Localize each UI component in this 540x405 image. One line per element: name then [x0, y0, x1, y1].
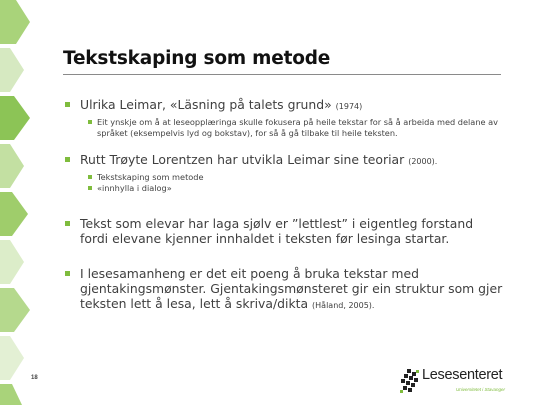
bullet-text: I lesesamanheng er det eit poeng å bruka tekstar med gjentakingsmønster. Gjentakingsmønsteret gir ein struktur som gjer teksten lett å lesa, lett å skriva/dikta	[80, 266, 503, 311]
logo-name: Lesesenteret	[422, 367, 503, 383]
lesesenteret-logo-icon	[398, 366, 422, 396]
sub-bullet-marker-icon	[88, 120, 92, 124]
logo-tagline: Universitetet i Stavanger	[456, 387, 506, 392]
decorative-green-arrows	[0, 0, 34, 405]
slide-title: Tekstskaping som metode	[63, 48, 331, 69]
sub-bullet-text: «innhylla i dialog»	[97, 182, 172, 193]
bullet-marker-icon	[65, 221, 70, 226]
bullet-text: Rutt Trøyte Lorentzen har utvikla Leimar sine teoriar	[80, 152, 405, 167]
bullet-item	[63, 152, 503, 169]
bullet-list	[63, 97, 503, 313]
sub-bullet-text: Eit ynskje om å at leseopplæringa skulle fokusera på heile tekstar for så å arbeida med delane av språket (eksempelvis lyd og bokstav), for så å gå tilbake til heile teksten.	[97, 117, 499, 138]
title-divider	[63, 74, 501, 75]
bullet-text: Tekst som elevar har laga sjølv er ”lettlest” i eigentleg forstand fordi elevane kjenner innhaldet i teksten før lesinga startar.	[80, 216, 474, 246]
sub-bullet-item	[88, 183, 503, 194]
sub-bullet-item	[88, 172, 503, 183]
bullet-marker-icon	[65, 157, 70, 162]
bullet-item	[63, 266, 503, 313]
sub-bullet-list	[63, 172, 503, 193]
bullet-note: (1974)	[335, 102, 363, 111]
sub-bullet-list	[63, 117, 503, 138]
lesesenteret-logo	[398, 366, 510, 398]
sub-bullet-text: Tekstskaping som metode	[97, 172, 204, 182]
bullet-marker-icon	[65, 102, 70, 107]
bullet-note: (Håland, 2005).	[312, 301, 375, 310]
bullet-item	[63, 216, 503, 246]
sub-bullet-item	[88, 117, 503, 138]
bullet-note: (2000).	[408, 157, 438, 166]
sub-bullet-marker-icon	[88, 186, 92, 190]
bullet-item	[63, 97, 503, 114]
bullet-text: Ulrika Leimar, «Läsning på talets grund»	[80, 97, 332, 112]
bullet-marker-icon	[65, 271, 70, 276]
page-number: 18	[31, 375, 38, 381]
sub-bullet-marker-icon	[88, 175, 92, 179]
